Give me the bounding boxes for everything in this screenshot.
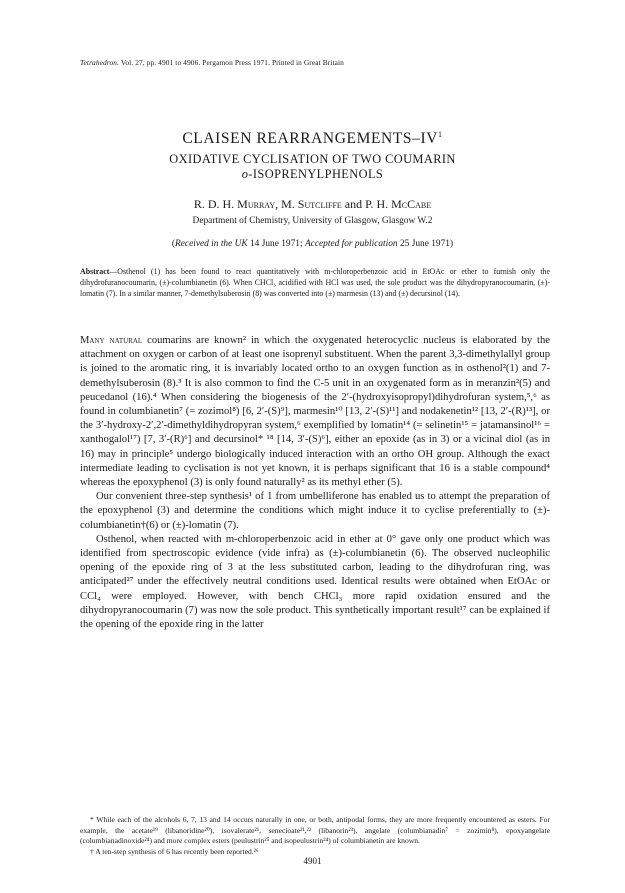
footnotes bbox=[80, 815, 550, 857]
article-subtitle-line2 bbox=[0, 167, 625, 182]
abstract-text: —Osthenol (1) has been found to react quantitatively with m-chloroperbenzoic acid in EtOAc or ether to furnish only the dihydrofuranocoumarin, (±)-columbianetin (6). When CHCl₃ acidified with HCl was used, the sole product was the dihydropyranocoumarin, (±)-lomatin (7). In a similar manner, 7-demethylsuberosin (8) was converted into (±) marmesin (13) and (±) decursinol (14). bbox=[80, 267, 550, 299]
body-text bbox=[80, 334, 550, 632]
subtitle-rest: -ISOPRENYLPHENOLS bbox=[248, 167, 384, 181]
paragraph-1-lead: Many natural bbox=[80, 335, 143, 346]
received-open-paren: ( bbox=[171, 239, 176, 249]
running-head bbox=[80, 58, 550, 67]
body-paragraph-3: Osthenol, when reacted with m-chloroperbenzoic acid in ether at 0° gave only one product which was identified from spectroscopic evidence (vide infra) as (±)-columbianetin (6). The observed nucleophilic opening of the epoxide ring of 3 at the less substituted carbon, leading to the dihydrofuran ring, was anticipated²⁷ under the effectively neutral conditions used. Identical results were obtained when EtOAc or CCl₄ were employed. However, with bench CHCl₃ more rapid oxidation ensured and the dihydropyranocoumarin (7) was now the sole product. This synthetically important result¹⁷ can be explained if the opening of the epoxide ring in the latter bbox=[80, 533, 550, 631]
author-separator-1: , bbox=[275, 197, 282, 211]
article-title bbox=[0, 130, 625, 148]
journal-details: Vol. 27, pp. 4901 to 4906. Pergamon Press 1971. Printed in Great Britain bbox=[119, 58, 344, 67]
affiliation: Department of Chemistry, University of Glasgow, Glasgow W.2 bbox=[192, 216, 433, 226]
accepted-label: Accepted for publication bbox=[304, 239, 398, 249]
abstract-label: Abstract bbox=[80, 267, 110, 276]
footnote-2: † A ten-step synthesis of 6 has recently been reported.²⁶ bbox=[90, 846, 259, 856]
received-date: 14 June 1971; bbox=[247, 239, 305, 249]
accepted-date: 25 June 1971) bbox=[397, 239, 454, 249]
subtitle-italic-prefix: o bbox=[241, 167, 249, 181]
title-footnote-marker: 1 bbox=[438, 130, 443, 139]
journal-name: Tetrahedron. bbox=[80, 58, 120, 67]
author-1: R. D. H. Murray bbox=[193, 197, 276, 211]
article-title-text: CLAISEN REARRANGEMENTS–IV bbox=[182, 130, 439, 148]
paragraph-1-text: coumarins are known² in which the oxygenated heterocyclic nucleus is elaborated by the attachment on oxygen or carbon of at least one isoprenyl substituent. When the parent 3,3-dimethylallyl group is joined to the aromatic ring, it is invariably located ortho to an oxygen function as in osthenol²(1) and 7-demethylsuberosin (8).³ It is also common to find the C-5 unit in an oxygenated form as in meranzin²(5) and peucedanol (16).⁴ When considering the biogenesis of the 2′-(hydroxyisopropyl)dihydrofuran system,⁵,⁶ as found in columbianetin⁷ (= zozimol⁸) [6, 2′-(S)⁹], marmesin¹⁰ [13, 2′-(S)¹¹] and nodakenetin¹² [13, 2′-(R)¹³], or the 3′-hydroxy-2′,2′-dimethyldihydropyran system,⁶ exemplified by lomatin¹⁴ (= selinetin¹⁵ = jatamansinol¹⁶ = xanthogalol¹⁷) [7, 3′-(R)⁶] and decursinol* ¹⁸ [14, 3′-(S)⁶], either an epoxide (as in 3) or a vicinal diol (as in 16) may in principle⁵ undergo biologically induced interaction with an ortho OH group. Although the exact intermediate leading to cyclisation is not yet known, it is perhaps significant that 16 is a stable compound⁴ whereas the epoxyphenol (3) is only found naturally² as its methyl ether (5). bbox=[80, 335, 550, 489]
body-paragraph-1 bbox=[80, 334, 550, 490]
received-dates bbox=[0, 239, 625, 249]
received-label: Received in the UK bbox=[175, 239, 248, 249]
page-number: 4901 bbox=[303, 856, 322, 866]
article-subtitle-line1: OXIDATIVE CYCLISATION OF TWO COUMARIN bbox=[169, 152, 456, 166]
author-list bbox=[0, 197, 625, 212]
author-separator-2: and bbox=[341, 197, 366, 211]
body-paragraph-2: Our convenient three-step synthesis¹ of 1 from umbelliferone has enabled us to attempt the preparation of the epoxyphenol (3) and determine the conditions which might induce it to cyclise preferentially to (±)-columbianetin†(6) or (±)-lomatin (7). bbox=[80, 491, 550, 531]
author-2: M. Sutcliffe bbox=[281, 197, 342, 211]
abstract bbox=[80, 266, 550, 300]
footnote-1: * While each of the alcohols 6, 7, 13 and 14 occurs naturally in one, or both, antipodal forms, they are more frequently encountered as esters. For example, the acetate¹⁹ (libanoridine²⁰), isovalerate²¹, senecioate²¹,²² (libanorin²³), angelate (columbianadin⁷ = zozimin⁸), epoxyangelate (columbianadinoxide²⁴) and more complex esters (peulustrin²⁵ and isopeulustrin²⁴) of columbianetin are known. bbox=[80, 815, 550, 846]
author-3: P. H. McCabe bbox=[365, 197, 432, 211]
